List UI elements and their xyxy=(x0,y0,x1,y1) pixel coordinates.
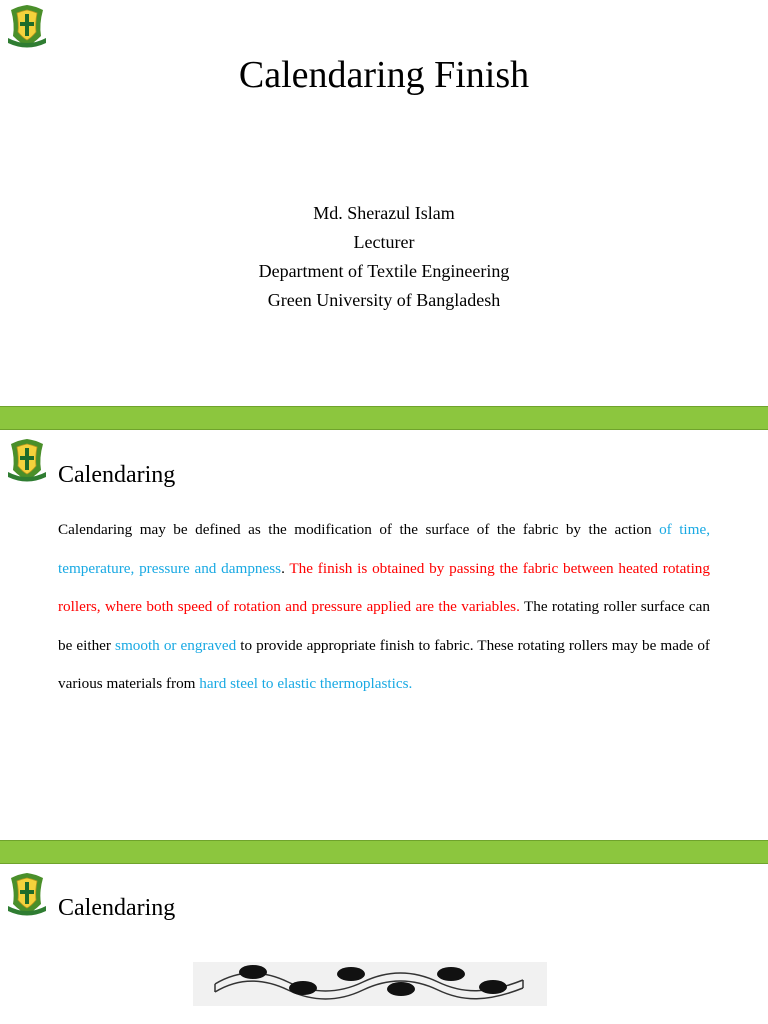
text-run-highlight-red: The finish is obtained by passing the fabric between heated rotating rollers, where both speed of rotation and pressure applied are the variables. xyxy=(58,559,710,615)
author-department: Department of Textile Engineering xyxy=(258,261,510,281)
slide-heading: Calendaring xyxy=(58,462,176,488)
definition-slide xyxy=(0,431,768,840)
definition-paragraph xyxy=(58,511,710,704)
text-run: to provide appropriate finish to fabric. These rotating rollers may be made of various materials from xyxy=(58,636,710,692)
slide-divider xyxy=(0,406,768,430)
page-title: Calendaring Finish xyxy=(238,54,530,96)
text-run: . xyxy=(281,559,290,577)
diagram-slide xyxy=(0,865,768,1024)
text-run-highlight-blue: hard steel to elastic thermoplastics. xyxy=(199,675,413,692)
slide-divider xyxy=(0,840,768,864)
author-info xyxy=(0,199,768,315)
author-university: Green University of Bangladesh xyxy=(267,290,501,310)
text-run: The rotating roller surface can be either xyxy=(58,598,710,654)
slide-heading: Calendaring xyxy=(58,895,176,921)
text-run-highlight-blue: smooth or engraved xyxy=(115,636,237,654)
text-run: Calendaring may be defined as the modification of the surface of the fabric by the action xyxy=(58,521,660,538)
title-slide xyxy=(0,0,768,406)
author-name: Md. Sherazul Islam xyxy=(313,203,455,223)
author-position: Lecturer xyxy=(353,232,415,252)
calender-rollers-diagram xyxy=(193,962,547,1006)
university-crest-icon xyxy=(5,870,49,916)
university-crest-icon xyxy=(5,2,49,48)
university-crest-icon xyxy=(5,436,49,482)
text-run-highlight-blue: of time, temperature, pressure and dampness xyxy=(58,521,710,577)
